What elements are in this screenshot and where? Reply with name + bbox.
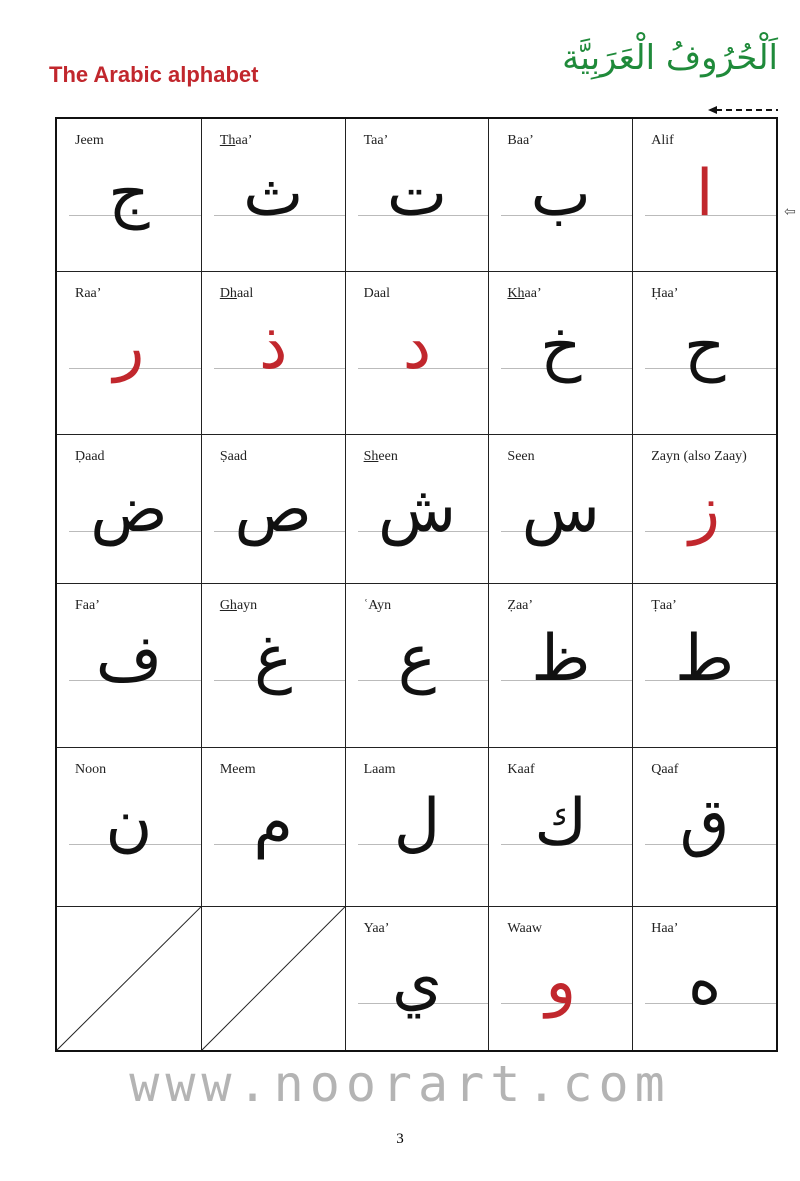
letter-name — [507, 598, 533, 614]
letter-name-text: Ḥaa’ — [651, 286, 679, 301]
letter-cell — [57, 435, 201, 584]
letter-name-text: Noon — [75, 762, 107, 777]
page-title: The Arabic alphabet — [49, 62, 259, 87]
letter-name — [75, 286, 101, 302]
letter-name-text: Raa’ — [75, 286, 102, 301]
letter-name-text: Waaw — [507, 921, 543, 936]
letter-name — [364, 286, 390, 302]
letter-name — [220, 598, 257, 614]
letter-name-text: Jeem — [75, 133, 104, 148]
arabic-letter: ق — [679, 786, 730, 860]
arabic-letter: ن — [105, 786, 153, 860]
letter-name — [651, 133, 674, 149]
letter-name — [651, 449, 747, 465]
letter-name-underlined: Dh — [219, 286, 237, 301]
letter-cell — [488, 435, 632, 584]
letter-name-text: ayn — [236, 598, 258, 613]
letter-cell — [201, 119, 345, 272]
arabic-letter: م — [253, 786, 294, 860]
diagonal-line — [57, 907, 201, 1050]
arabic-letter: و — [545, 945, 577, 1019]
letter-cell — [488, 119, 632, 272]
letter-name — [507, 133, 533, 149]
letter-name — [651, 762, 678, 778]
letter-cell — [57, 272, 201, 435]
arabic-letter: ش — [377, 473, 457, 547]
letter-name-text: aa’ — [524, 286, 542, 301]
letter-name — [75, 449, 105, 465]
letter-cell — [57, 119, 201, 272]
arabic-letter: ط — [675, 622, 735, 696]
arabic-letter: ه — [687, 945, 722, 1019]
letter-name-text: Kaaf — [507, 762, 535, 777]
letter-cell — [57, 584, 201, 748]
letter-name-text: Ẓaa’ — [507, 598, 534, 613]
letter-cell — [345, 748, 489, 907]
letter-name-text: Daal — [363, 286, 391, 301]
letter-cell — [632, 272, 776, 435]
arabic-letter: ك — [534, 786, 588, 860]
letter-name-text: Meem — [219, 762, 256, 777]
arabic-letter: ض — [90, 473, 168, 547]
letter-name-text: Zayn (also Zaay) — [651, 449, 747, 464]
letter-name-text: Faa’ — [75, 598, 100, 613]
letter-name-underlined: Sh — [363, 449, 379, 464]
letter-name-text: Baa’ — [507, 133, 534, 148]
arabic-letter: ج — [108, 157, 150, 231]
letter-cell — [345, 584, 489, 748]
letter-name-text: ʿAyn — [363, 598, 392, 613]
arabic-letter: ت — [386, 157, 448, 231]
arabic-letter: ا — [695, 157, 714, 231]
letter-name — [364, 449, 398, 465]
letter-name-text: aal — [236, 286, 254, 301]
arabic-letter: د — [402, 310, 432, 384]
arabic-letter: س — [521, 473, 600, 547]
letter-name-text: aa’ — [235, 133, 253, 148]
letter-cell — [488, 584, 632, 748]
letter-cell — [345, 907, 489, 1050]
arabic-letter: ص — [234, 473, 312, 547]
letter-name — [220, 286, 253, 302]
letter-name — [75, 762, 106, 778]
letter-cell — [632, 748, 776, 907]
letter-name — [364, 598, 392, 614]
letter-name-text: Ḍaad — [75, 449, 105, 464]
empty-cell — [57, 907, 201, 1050]
letter-cell — [488, 907, 632, 1050]
letter-name-text: Seen — [507, 449, 535, 464]
dashed-left-arrow-icon — [708, 105, 778, 115]
letter-cell — [345, 435, 489, 584]
letter-name — [507, 449, 534, 465]
letter-name — [220, 762, 256, 778]
letter-name-underlined: Kh — [507, 286, 525, 301]
left-arrow-icon: ⇦ — [784, 204, 796, 220]
letter-cell — [632, 907, 776, 1050]
diagonal-line — [202, 907, 345, 1050]
arabic-letter: ح — [683, 310, 726, 384]
letter-cell — [632, 584, 776, 748]
letter-name — [75, 133, 104, 149]
arabic-title: اَلْحُرُوفُ الْعَرَبِيَّة — [562, 38, 778, 78]
letter-cell — [488, 272, 632, 435]
arabic-letter: ر — [113, 310, 145, 384]
arabic-letter: ذ — [258, 310, 288, 384]
arabic-letter: ز — [689, 473, 721, 547]
letter-name-text: Ṣaad — [219, 449, 248, 464]
page-number: 3 — [396, 1131, 404, 1147]
arabic-letter: ب — [530, 157, 591, 231]
letter-cell — [632, 119, 776, 272]
letter-name — [75, 598, 100, 614]
empty-cell — [201, 907, 345, 1050]
letter-name-text: Yaa’ — [363, 921, 390, 936]
letter-cell — [345, 272, 489, 435]
letter-name — [507, 762, 534, 778]
arabic-letter: غ — [254, 622, 293, 696]
letter-name-underlined: Th — [219, 133, 236, 148]
arabic-letter: خ — [540, 310, 582, 384]
letter-name — [220, 133, 253, 149]
alphabet-grid — [55, 117, 778, 1052]
letter-cell — [201, 272, 345, 435]
letter-name-text: Haa’ — [651, 921, 679, 936]
letter-cell — [57, 748, 201, 907]
letter-name — [364, 921, 390, 937]
arabic-letter: ظ — [531, 622, 591, 696]
arabic-letter: ل — [393, 786, 441, 860]
letter-cell — [632, 435, 776, 584]
arabic-letter: ف — [95, 622, 163, 696]
letter-cell — [201, 435, 345, 584]
letter-name — [507, 286, 541, 302]
letter-cell — [201, 584, 345, 748]
arabic-letter: ث — [243, 157, 304, 231]
letter-name — [220, 449, 247, 465]
letter-name-underlined: Gh — [219, 598, 237, 613]
letter-name — [364, 762, 396, 778]
arabic-letter: ع — [397, 622, 437, 696]
letter-name — [651, 598, 677, 614]
letter-cell — [488, 748, 632, 907]
letter-name-text: Taa’ — [363, 133, 389, 148]
letter-name — [507, 921, 542, 937]
letter-name-text: Ṭaa’ — [651, 598, 677, 613]
letter-name — [651, 921, 678, 937]
letter-name — [364, 133, 389, 149]
letter-name-text: Qaaf — [651, 762, 679, 777]
letter-name-text: Laam — [363, 762, 396, 777]
watermark: www.noorart.com — [129, 1055, 671, 1113]
letter-name — [651, 286, 678, 302]
letter-name-text: een — [378, 449, 398, 464]
arabic-letter: ي — [391, 945, 443, 1019]
letter-cell — [345, 119, 489, 272]
letter-name-text: Alif — [651, 133, 674, 148]
letter-cell — [201, 748, 345, 907]
